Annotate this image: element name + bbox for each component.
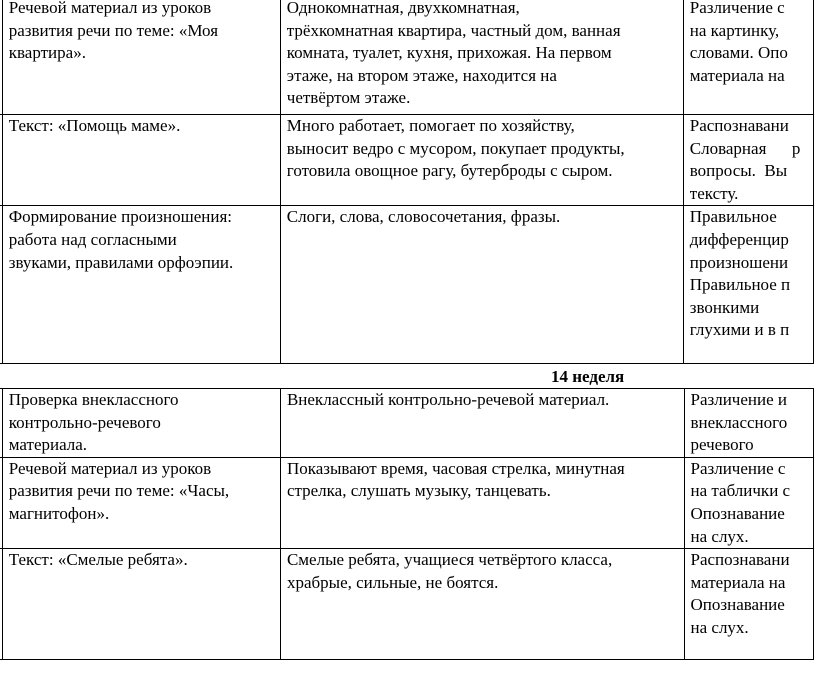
cell-text-line: дифференцир [689, 229, 789, 249]
cell-text-line: выносит ведро с мусором, покупает продукты, [286, 138, 625, 158]
activity-cell [683, 115, 813, 206]
cell-text-line: звонкими [689, 297, 760, 317]
cell-text-line: речевого [690, 435, 754, 455]
cell-text-line: Смелые ребята, учащиеся четвёртого класса, [286, 550, 613, 570]
table-row [0, 0, 814, 115]
cell-text-line: на слух. [690, 617, 749, 637]
cell-text-line: тексту. [689, 183, 739, 203]
cell-text-line: этаже, на втором этаже, находится на [286, 65, 557, 85]
topic-cell [2, 206, 280, 364]
cell-text-line: развития речи по теме: «Часы, [8, 481, 230, 501]
cell-text-line: на картинку, [689, 20, 780, 40]
material-cell [280, 389, 684, 458]
cell-text-line: Текст: «Смелые ребята». [8, 550, 188, 570]
cell-text-line: внеклассного [690, 412, 788, 432]
material-cell [280, 457, 684, 548]
activity-cell [684, 549, 814, 660]
cell-text-line: на слух. [690, 526, 749, 546]
topic-cell [2, 457, 280, 548]
cell-text-line: Опознавание [690, 595, 785, 615]
cell-text-line: Речевой материал из уроков [8, 458, 212, 478]
cell-text-line: на таблички с [690, 481, 791, 501]
topic-cell [2, 0, 280, 115]
lesson-table-bottom [0, 388, 814, 660]
table-row [0, 549, 814, 660]
cell-text-line: квартира». [8, 43, 86, 63]
topic-cell [2, 115, 280, 206]
cell-text-line: трёхкомнатная квартира, частный дом, ванная [286, 20, 621, 40]
cell-text-line: Различение и [690, 390, 787, 409]
cell-text-line: Распознавани [690, 550, 790, 570]
cell-text-line: Однокомнатная, двухкомнатная, [286, 0, 520, 17]
cell-text-line: Слоги, слова, словосочетания, фразы. [286, 207, 561, 227]
cell-text-line: Опознавание [690, 503, 785, 523]
table-row [0, 389, 814, 458]
activity-cell [684, 389, 814, 458]
material-cell [280, 115, 683, 206]
cell-text-line: работа над согласными [8, 229, 177, 249]
cell-text-line: храбрые, сильные, не боятся. [286, 572, 499, 592]
table-row [0, 115, 814, 206]
cell-text-line: развития речи по теме: «Моя [8, 20, 219, 40]
cell-text-line: материала на [690, 572, 786, 592]
cell-text-line: контрольно-речевого [8, 412, 161, 432]
cell-text-line: Много работает, помогает по хозяйству, [286, 116, 575, 135]
material-cell [280, 549, 684, 660]
cell-text-line: комната, туалет, кухня, прихожая. На первом [286, 43, 612, 63]
cell-text-line: Проверка внеклассного [8, 390, 179, 409]
activity-cell [683, 0, 813, 115]
topic-cell [2, 549, 280, 660]
table-row [0, 206, 814, 364]
cell-text-line: Правильное п [689, 275, 791, 295]
cell-text-line: произношени [689, 252, 789, 272]
cell-text-line: Внеклассный контрольно-речевой материал. [286, 390, 610, 409]
cell-text-line: Правильное [689, 207, 777, 227]
cell-text-line: магнитофон». [8, 503, 110, 523]
cell-text-line: вопросы. Вы [689, 161, 788, 181]
cell-text-line: словами. Опо [689, 43, 788, 63]
topic-cell [2, 389, 280, 458]
cell-text-line: Распознавани [689, 116, 789, 135]
material-cell [280, 206, 683, 364]
table-row [0, 457, 814, 548]
cell-text-line: Показывают время, часовая стрелка, минутная [286, 458, 625, 478]
cell-text-line: готовила овощное рагу, бутерброды с сыром. [286, 161, 613, 181]
cell-text-line: звуками, правилами орфоэпии. [8, 252, 234, 272]
cell-text-line: стрелка, слушать музыку, танцевать. [286, 481, 551, 501]
cell-text-line: материала. [8, 435, 88, 455]
material-cell [280, 0, 683, 115]
cell-text-line: глухими и в п [689, 320, 790, 340]
cell-text-line: Текст: «Помощь маме». [8, 116, 181, 135]
cell-text-line: Речевой материал из уроков [8, 0, 212, 17]
cell-text-line: Различение с [690, 458, 786, 478]
activity-cell [684, 457, 814, 548]
activity-cell [683, 206, 813, 364]
week-heading: 14 неделя [551, 367, 625, 386]
cell-text-line: Различение с [689, 0, 785, 17]
cell-text-line: Словарная р [689, 138, 801, 158]
cell-text-line: Формирование произношения: [8, 207, 232, 227]
cell-text-line: материала на [689, 65, 785, 85]
cell-text-line: четвёртом этаже. [286, 88, 411, 108]
